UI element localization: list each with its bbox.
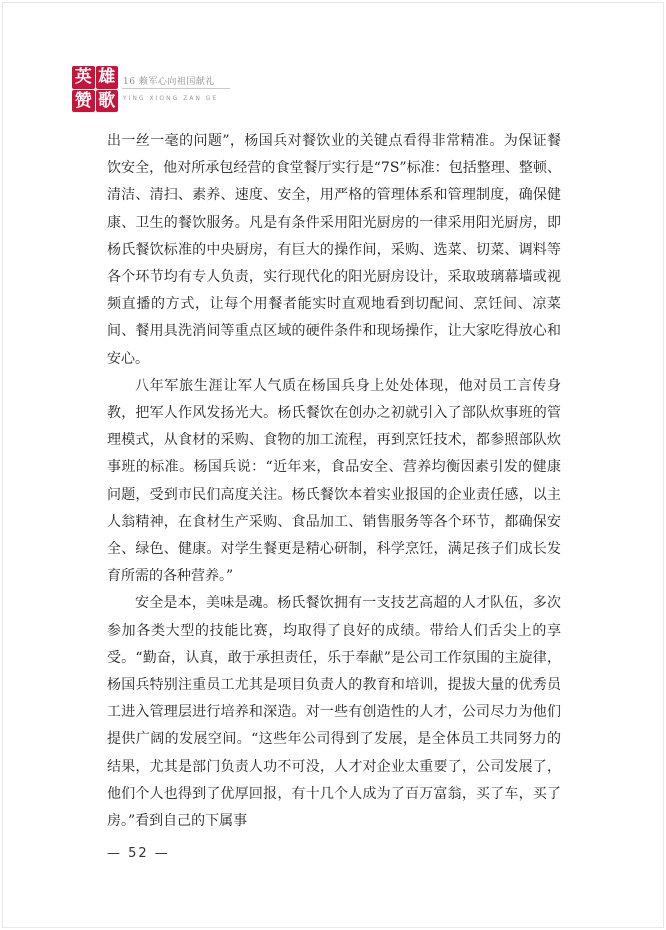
paragraph-3: 安全是本，美味是魂。杨氏餐饮拥有一支技艺高超的人才队伍，多次参加各类大型的技能比赛，均取得了良好的成绩。带给人们舌尖上的享受。“勤奋，认真，敢于承担责任，乐于奉献”是公司工作氛围的主旋律，杨国兵特别注重员工尤其是项目负责人的教育和培训，提拔大量的优秀员工进入管理层进行培养和深造。对一些有创造性的人才，公司尽力为他们提供广阔的发展空间。“这些年公司得到了发展，是全体员工共同努力的结果，尤其是部门负责人功不可没，人才对企业太重要了，公司发展了，他们个人也得到了优厚回报，有十几个人成为了百万富翁，买了车，买了房。”看到自己的下属事 xyxy=(107,595,561,830)
running-header-pinyin: YING XIONG ZAN GE xyxy=(123,95,219,102)
logo-char-1: 英 xyxy=(72,66,95,89)
logo-char-4: 歌 xyxy=(96,90,119,113)
logo-char-3: 赞 xyxy=(72,90,95,113)
paragraph-1: 出一丝一毫的问题”，杨国兵对餐饮业的关键点看得非常精准。为保证餐饮安全，他对所承包经营的食堂餐厅实行是“7S”标准：包括整理、整顿、清洁、清扫、素养、速度、安全，用严格的管理体系和管理制度，确保健康、卫生的餐饮服务。凡是有条件采用阳光厨房的一律采用阳光厨房，即杨氏餐饮标准的中央厨房，有巨大的操作间，采购、选菜、切菜、调料等各个环节均有专人负责，实行现代化的阳光厨房设计，采取玻璃幕墙或视频直播的方式，让每个用餐者能实时直观地看到切配间、烹饪间、凉菜间、餐用具洗消间等重点区域的硬件条件和现场操作，让大家吃得放心和安心。 xyxy=(107,133,561,367)
paragraph-2: 八年军旅生涯让军人气质在杨国兵身上处处体现，他对员工言传身教，把军人作风发扬光大。杨氏餐饮在创办之初就引入了部队炊事班的管理模式，从食材的采购、食物的加工流程，再到烹饪技术，都参照部队炊事班的标准。杨国兵说：“近年来，食品安全、营养均衡因素引发的健康问题，受到市民们高度关注。杨氏餐饮本着实业报国的企业责任感，以主人翁精神，在食材生产采购、食品加工、销售服务等各个环节，都确保安全、绿色、健康。对学生餐更是精心研制，科学烹饪，满足孩子们成长发育所需的各种营养。” xyxy=(107,377,561,585)
running-header-title: 16 赖军心向祖国献礼 xyxy=(123,77,215,87)
header-rule xyxy=(122,88,230,89)
logo-char-2: 雄 xyxy=(96,66,119,89)
body-text xyxy=(107,128,561,835)
page-number: — 52 — xyxy=(107,846,170,861)
series-logo xyxy=(72,66,118,112)
